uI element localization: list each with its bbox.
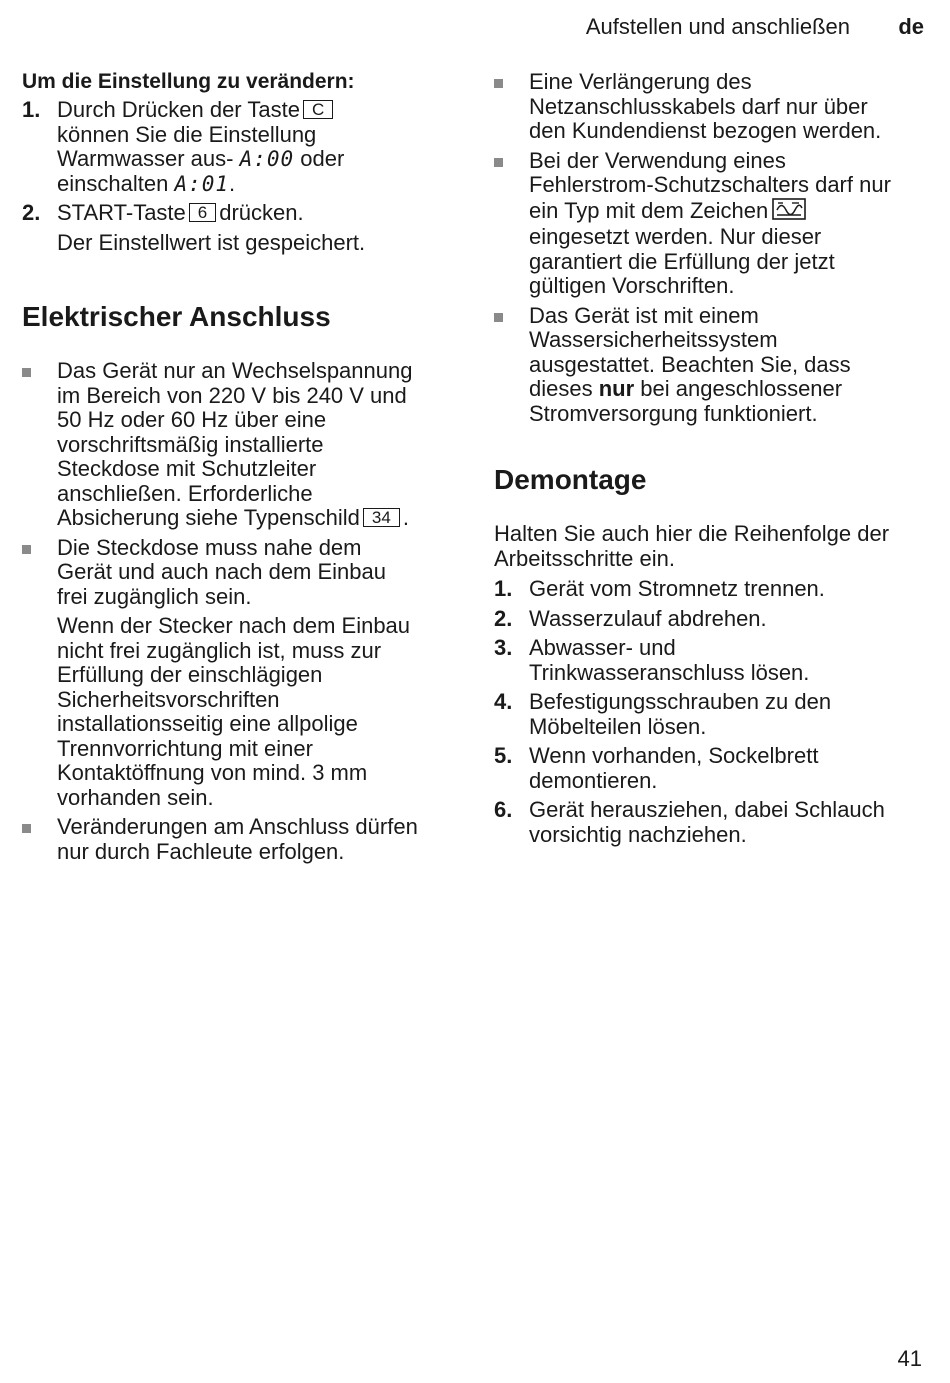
- right-column: [494, 68, 934, 847]
- continuation-text: vorhanden sein.: [57, 784, 214, 810]
- bullet-text: Bei der Verwendung eines: [529, 147, 786, 173]
- step-text: Durch Drücken der Taste: [57, 97, 300, 122]
- continuation-text: Trennvorrichtung mit einer: [57, 735, 313, 761]
- bullet-text: im Bereich von 220 V bis 240 V und: [57, 382, 407, 408]
- bullet-text: ein Typ mit dem Zeichen: [529, 197, 769, 223]
- step-item: [494, 798, 934, 847]
- bullet-text: Das Gerät nur an Wechselspannung: [57, 358, 413, 383]
- step-text: oder: [300, 146, 345, 171]
- step-text: Trinkwasseranschluss lösen.: [529, 659, 810, 685]
- bullet-text: anschließen. Erforderliche: [57, 480, 313, 506]
- bullet-text: Stromversorgung funktioniert.: [529, 400, 818, 426]
- step-item: [22, 201, 452, 226]
- key-6-symbol: 6: [189, 203, 216, 222]
- bullet-square-icon: [494, 158, 503, 167]
- bullet-text: nur durch Fachleute erfolgen.: [57, 838, 345, 864]
- bullet-square-icon: [494, 79, 503, 88]
- continuation-text: installationsseitig eine allpolige: [57, 711, 358, 736]
- step-text: Abwasser- und: [529, 635, 676, 660]
- left-column: [22, 68, 452, 864]
- continuation-text: Erfüllung der einschlägigen: [57, 662, 323, 687]
- bullet-text: 50 Hz oder 60 Hz über eine: [57, 407, 327, 432]
- continuation-text: Sicherheitsvorschriften: [57, 686, 280, 712]
- bullet-text: Absicherung siehe Typenschild: [57, 505, 360, 530]
- intro-paragraph: [494, 522, 934, 571]
- language-code: de: [898, 14, 924, 39]
- step-text: Warmwasser aus-: [57, 146, 234, 171]
- bullet-item: [494, 70, 934, 144]
- bullet-text: gültigen Vorschriften.: [529, 273, 735, 298]
- bullet-text: Eine Verlängerung des: [529, 69, 752, 94]
- step-result: Der Einstellwert ist gespeichert.: [57, 229, 366, 255]
- step-text: Wenn vorhanden, Sockelbrett: [529, 743, 819, 768]
- continuation-text: Wenn der Stecker nach dem Einbau: [57, 613, 411, 638]
- bullet-square-icon: [22, 545, 31, 554]
- step-number: 5.: [494, 743, 513, 768]
- bullet-text: Veränderungen am Anschluss dürfen: [57, 814, 418, 839]
- bullet-text: Wassersicherheitssystem: [529, 327, 778, 352]
- intro-text: Arbeitsschritte ein.: [494, 545, 675, 571]
- bullet-text: Gerät und auch nach dem Einbau: [57, 559, 387, 584]
- step-number: 2.: [22, 200, 41, 225]
- step-number: 1.: [494, 576, 513, 601]
- bullet-item: [494, 304, 934, 427]
- bullet-text: bei angeschlossener: [640, 376, 843, 401]
- step-text: Gerät vom Stromnetz trennen.: [529, 576, 825, 601]
- bullet-text: frei zugänglich sein.: [57, 583, 252, 609]
- step-text: können Sie die Einstellung: [57, 121, 317, 147]
- step-text: demontieren.: [529, 767, 658, 793]
- bullet-text: ausgestattet. Beachten Sie, dass: [529, 351, 851, 377]
- bullet-square-icon: [22, 368, 31, 377]
- step-item: [494, 636, 934, 685]
- step-text: Möbelteilen lösen.: [529, 713, 707, 739]
- bullet-square-icon: [22, 824, 31, 833]
- bullet-item: [494, 149, 934, 299]
- continuation-text: nicht frei zugänglich ist, muss zur: [57, 637, 382, 663]
- step-text: einschalten: [57, 170, 169, 196]
- bullet-text: vorschriftsmäßig installierte: [57, 431, 324, 457]
- display-code-off: A:00: [239, 147, 295, 171]
- bullet-item: [22, 815, 452, 864]
- bullet-text: Steckdose mit Schutzleiter: [57, 456, 317, 481]
- change-setting-subheading: Um die Einstellung zu verändern:: [22, 70, 355, 93]
- bullet-item: [22, 536, 452, 610]
- bullet-text: den Kundendienst bezogen werden.: [529, 118, 882, 143]
- key-c-symbol: C: [303, 100, 333, 119]
- running-header-title: Aufstellen und anschließen: [585, 14, 850, 39]
- step-number: 3.: [494, 635, 513, 660]
- step-text: Gerät herausziehen, dabei Schlauch: [529, 797, 885, 822]
- step-text: Befestigungsschrauben zu den: [529, 689, 832, 714]
- step-item: [22, 98, 452, 196]
- step-number: 4.: [494, 689, 513, 714]
- step-text: START-Taste: [57, 200, 186, 225]
- step-item: [494, 607, 934, 632]
- step-text: vorsichtig nachziehen.: [529, 821, 747, 847]
- bullet-text: eingesetzt werden. Nur dieser: [529, 224, 822, 249]
- section-heading-electrical: Elektrischer Anschluss: [22, 301, 331, 332]
- step-item: [494, 577, 934, 602]
- section-heading-dismantling: Demontage: [494, 464, 647, 495]
- rcd-type-symbol-icon: [772, 198, 806, 226]
- step-number: 6.: [494, 797, 513, 822]
- step-item: [494, 744, 934, 793]
- intro-text: Halten Sie auch hier die Reihenfolge der: [494, 521, 890, 546]
- bullet-text: Netzanschlusskabels darf nur über: [529, 93, 868, 119]
- step-text: drücken.: [219, 200, 304, 225]
- bullet-continuation: [22, 614, 452, 810]
- bullet-text: Fehlerstrom-Schutzschalters darf nur: [529, 172, 891, 197]
- emphasis-text: nur: [598, 376, 635, 401]
- bullet-text: Die Steckdose muss nahe dem: [57, 534, 362, 560]
- bullet-text: dieses: [529, 376, 593, 401]
- rating-plate-reference-symbol: 34: [363, 508, 400, 527]
- bullet-text: garantiert die Erfüllung der jetzt: [529, 248, 835, 274]
- continuation-text: Kontaktöffnung von mind. 3 mm: [57, 760, 368, 785]
- step-text: .: [229, 170, 236, 196]
- page-number: 41: [897, 1346, 922, 1371]
- bullet-item: [22, 359, 452, 531]
- step-number: 2.: [494, 605, 513, 631]
- step-item: [494, 690, 934, 739]
- display-code-on: A:01: [174, 171, 230, 196]
- bullet-text: Das Gerät ist mit einem: [529, 302, 759, 328]
- step-number: 1.: [22, 97, 41, 122]
- step-text: Wasserzulauf abdrehen.: [529, 605, 767, 631]
- bullet-square-icon: [494, 313, 503, 322]
- bullet-text: .: [402, 505, 409, 530]
